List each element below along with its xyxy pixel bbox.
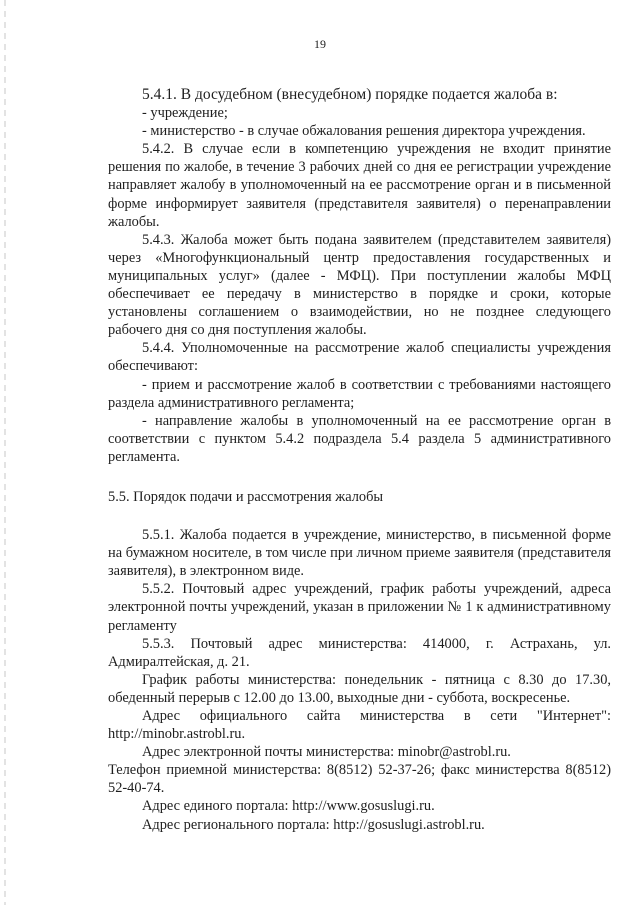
list-item-institution: - учреждение; [142, 105, 228, 122]
paragraph-5-4-4: 5.4.4. Уполномоченные на рассмотрение жалоб специалисты учреждения обеспечивают: [108, 340, 611, 375]
section-heading-5-5: 5.5. Порядок подачи и рассмотрения жалобы [108, 488, 384, 505]
list-item-reception: - прием и рассмотрение жалоб в соответствии с требованиями настоящего раздела административного регламента; [108, 376, 611, 411]
paragraph-website: Адрес официального сайта министерства в сети "Интернет": http://minobr.astrobl.ru. [108, 708, 611, 743]
scan-edge [4, 0, 6, 905]
paragraph-email: Адрес электронной почты министерства: minobr@astrobl.ru. [142, 744, 511, 761]
document-body [108, 86, 611, 834]
paragraph-5-4-3: 5.4.3. Жалоба может быть подана заявителем (представителем заявителя) через «Многофункциональный центр предоставления государственных и муниципальных услуг» (далее - МФЦ). При поступлении жалобы МФЦ обеспечивает ее передачу в министерство в порядке и сроки, которые установлены соглашением о взаимодействии, но не позднее следующего рабочего дня со дня поступления жалобы. [108, 231, 611, 339]
paragraph-unified-portal: Адрес единого портала: http://www.gosuslugi.ru. [142, 798, 435, 815]
paragraph-5-5-2: 5.5.2. Почтовый адрес учреждений, график работы учреждений, адреса электронной почты учреждений, указан в приложении № 1 к административному регламенту [108, 581, 611, 634]
paragraph-regional-portal: Адрес регионального портала: http://gosuslugi.astrobl.ru. [142, 816, 485, 833]
paragraph-phone: Телефон приемной министерства: 8(8512) 52-37-26; факс министерства 8(8512) 52-40-74. [108, 762, 611, 797]
list-item-forwarding: - направление жалобы в уполномоченный на ее рассмотрение орган в соответствии с пунктом 5.4.2 подраздела 5.4 раздела 5 административного регламента. [108, 412, 611, 465]
paragraph-5-5-1: 5.5.1. Жалоба подается в учреждение, министерство, в письменной форме на бумажном носителе, в том числе при личном приеме заявителя (представителя заявителя), в электронном виде. [108, 527, 611, 580]
paragraph-5-4-2: 5.4.2. В случае если в компетенцию учреждения не входит принятие решения по жалобе, в течение 3 рабочих дней со дня ее регистрации учреждение направляет жалобу в уполномоченный на ее рассмотрение орган и в письменной форме информирует заявителя (представителя заявителя) о перенаправлении жалобы. [108, 141, 611, 230]
paragraph-work-schedule: График работы министерства: понедельник - пятница с 8.30 до 17.30, обеденный перерыв с 12.00 до 13.00, выходные дни - суббота, воскресенье. [108, 671, 611, 706]
paragraph-5-5-3: 5.5.3. Почтовый адрес министерства: 414000, г. Астрахань, ул. Адмиралтейская, д. 21. [108, 635, 611, 670]
page-number: 19 [314, 37, 326, 51]
paragraph-5-4-1: 5.4.1. В досудебном (внесудебном) порядке подается жалоба в: [142, 86, 558, 103]
list-item-ministry: - министерство - в случае обжалования решения директора учреждения. [142, 123, 586, 140]
